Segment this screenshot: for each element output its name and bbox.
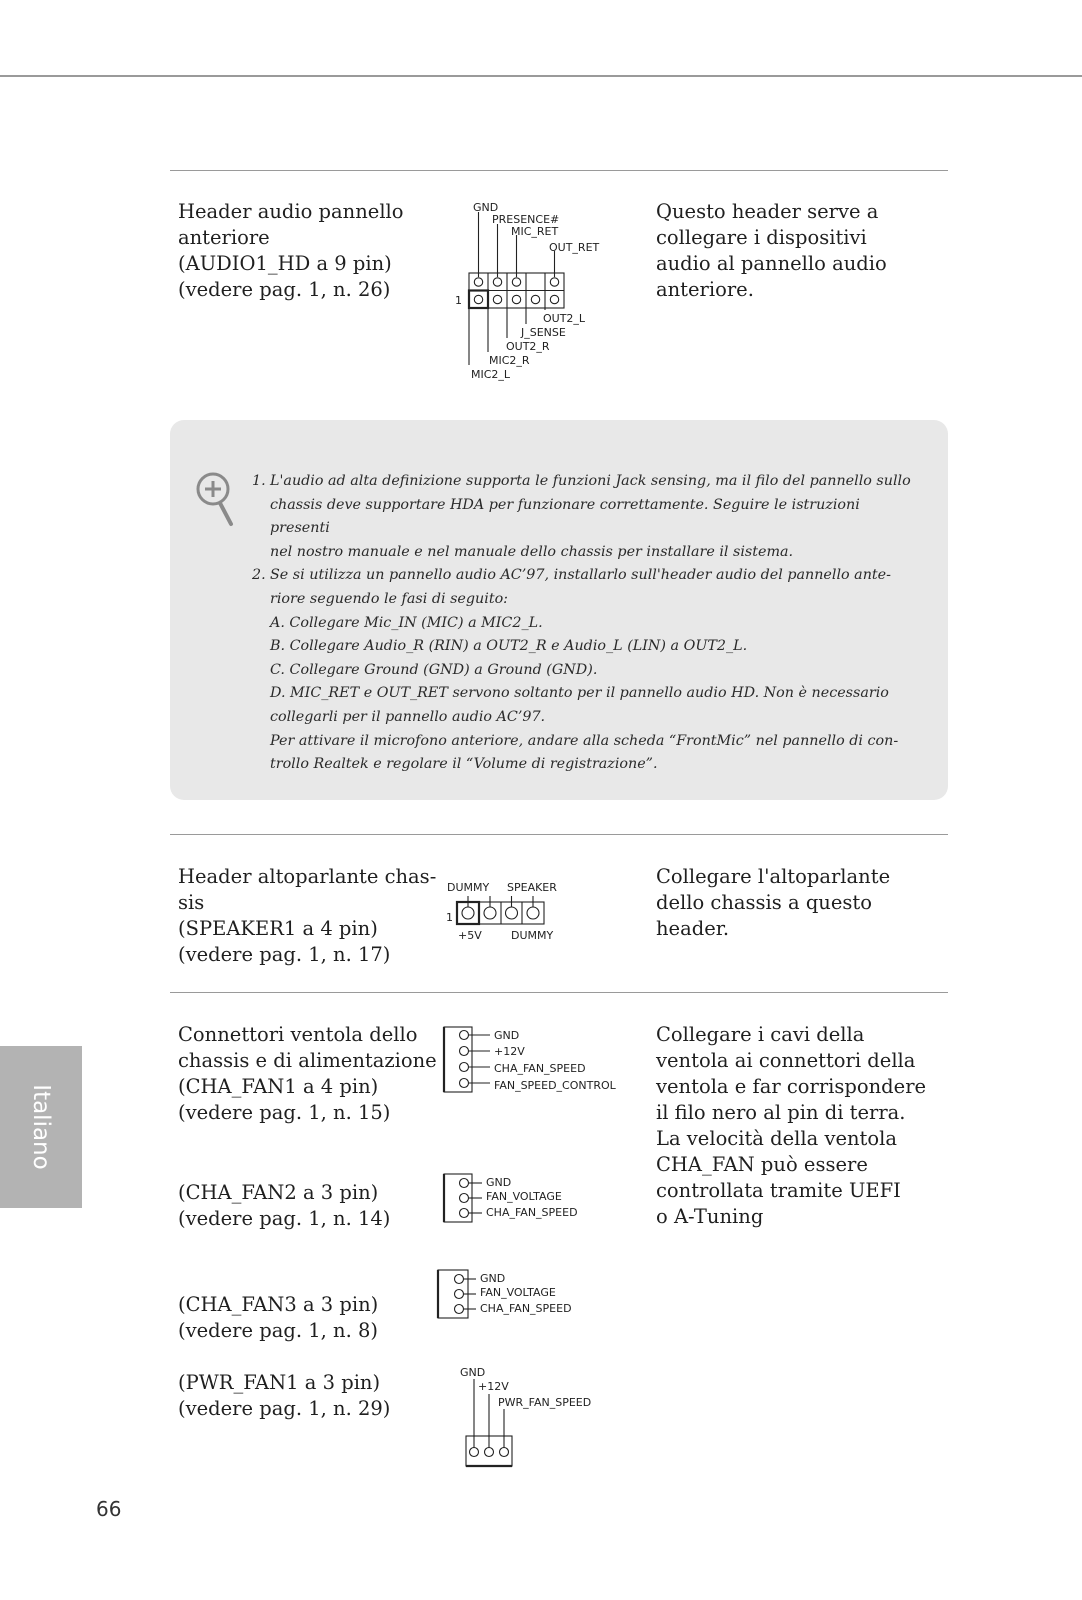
pin-label-presence: PRESENCE# <box>492 213 560 226</box>
pin-label-fan-voltage: FAN_VOLTAGE <box>486 1190 562 1203</box>
audio-header-info: Questo header serve a collegare i dispositivi audio al pannello audio anteriore. <box>656 200 887 301</box>
pin-one-marker: 1 <box>455 294 462 307</box>
pin-label-gnd: GND <box>480 1272 506 1285</box>
cha-fan3-description: (CHA_FAN3 a 3 pin) (vedere pag. 1, n. 8) <box>178 1293 379 1342</box>
pin-label-speaker: SPEAKER <box>507 881 557 894</box>
pin-label-gnd: GND <box>486 1176 512 1189</box>
speaker-header-description: Header altoparlante chas- sis (SPEAKER1 a 4 pin) (vedere pag. 1, n. 17) <box>178 865 437 966</box>
magnifier-plus-icon <box>194 470 236 528</box>
cha-fan3-pinout-diagram <box>438 1268 608 1322</box>
cha-fan1-description: Connettori ventola dello chassis e di alimentazione (CHA_FAN1 a 4 pin) (vedere pag. 1, n. 15) <box>178 1023 437 1124</box>
section-divider <box>170 834 948 835</box>
cha-fan1-pinout-diagram <box>444 1025 644 1095</box>
pin-label-12v: +12V <box>494 1045 525 1058</box>
note-item-1: 1. L'audio ad alta definizione supporta le funzioni Jack sensing, ma il filo del pannello sullo chassis deve supportare HDA per funzionare correttamente. Seguire le istruzioni presenti nel nostro manuale e nel manuale dello chassis per installare il sistema. <box>252 473 911 560</box>
fan-connectors-info: Collegare i cavi della ventola ai connettori della ventola e far corrispondere il filo nero al pin di terra. La velocità della ventola CHA_FAN può essere controllata tramite UEFI o A-Tuning <box>656 1023 927 1228</box>
pin-label-cha-fan-speed: CHA_FAN_SPEED <box>480 1302 572 1315</box>
pin-label-cha-fan-speed: CHA_FAN_SPEED <box>486 1206 578 1219</box>
pin-label-dummy-bottom: DUMMY <box>511 929 554 942</box>
pin-label-mic2-r: MIC2_R <box>489 354 530 367</box>
pin-label-gnd: GND <box>460 1366 486 1379</box>
pin-label-gnd: GND <box>473 201 499 214</box>
page-number: 66 <box>96 1497 122 1521</box>
cha-fan2-description: (CHA_FAN2 a 3 pin) (vedere pag. 1, n. 14) <box>178 1181 391 1230</box>
pin-label-j-sense: J_SENSE <box>521 326 566 339</box>
audio-header-description: Header audio pannello anteriore (AUDIO1_HD a 9 pin) (vedere pag. 1, n. 26) <box>178 200 404 301</box>
pwr-fan1-description: (PWR_FAN1 a 3 pin) (vedere pag. 1, n. 29) <box>178 1371 391 1420</box>
notes-list <box>242 470 922 777</box>
header-rule <box>0 75 1082 77</box>
pin-label-cha-fan-speed: CHA_FAN_SPEED <box>494 1062 586 1075</box>
cha-fan2-pinout-diagram <box>444 1172 614 1226</box>
audio-header-pinout-diagram <box>455 200 625 390</box>
note-item-2: 2. Se si utilizza un pannello audio AC’97, installarlo sull'header audio del pannello ante- riore seguendo le fasi di seguito: A. Collegare Mic_IN (MIC) a MIC2_L. B. Collegare Audio_R (RIN) a OUT2_R e Audio_L (LIN) a OUT2_L. C. Collegare Ground (GND) a Ground (GND). D. MIC_RET e OUT_RET servono soltanto per il pannello audio HD. Non è necessario collegarli per il pannello audio AC’97. Per attivare il microfono anteriore, andare alla scheda “FrontMic” nel pannello di con- trollo Realtek e regolare il “Volume di registrazione”. <box>252 567 899 773</box>
pin-label-out2-l: OUT2_L <box>543 312 586 325</box>
speaker-header-info: Collegare l'altoparlante dello chassis a questo header. <box>656 865 891 940</box>
pin-label-12v: +12V <box>478 1380 509 1393</box>
pin-one-marker: 1 <box>446 911 453 924</box>
pin-label-out-ret: OUT_RET <box>549 241 600 254</box>
section-divider <box>170 992 948 993</box>
pin-label-gnd: GND <box>494 1029 520 1042</box>
pin-label-dummy-top: DUMMY <box>447 881 490 894</box>
section-divider <box>170 170 948 171</box>
speaker-header-pinout-diagram <box>444 878 584 948</box>
pin-label-fan-voltage: FAN_VOLTAGE <box>480 1286 556 1299</box>
pin-label-5v: +5V <box>458 929 482 942</box>
pwr-fan1-pinout-diagram <box>458 1364 618 1472</box>
pin-label-fan-speed-control: FAN_SPEED_CONTROL <box>494 1079 616 1092</box>
pin-label-mic-ret: MIC_RET <box>511 225 559 238</box>
pin-label-out2-r: OUT2_R <box>506 340 550 353</box>
language-side-tab: Italiano <box>0 1046 82 1208</box>
pin-label-mic2-l: MIC2_L <box>471 368 511 381</box>
pin-label-pwr-fan-speed: PWR_FAN_SPEED <box>498 1396 592 1409</box>
